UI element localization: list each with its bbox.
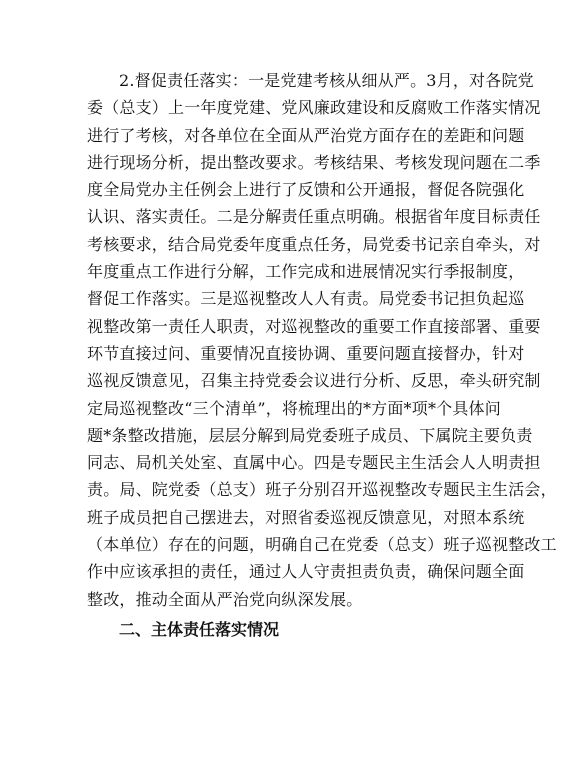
paragraph-line: 视整改第一责任人职责，对巡视整改的重要工作直接部署、重要 xyxy=(87,316,541,336)
paragraph-line: 进行了考核，对各单位在全面从严治党方面存在的差距和问题 xyxy=(87,125,525,145)
paragraph-line: 定局巡视整改“三个清单”，将梳理出的*方面*项*个具体问 xyxy=(87,398,501,418)
paragraph-line: 整改，推动全面从严治党向纵深发展。 xyxy=(87,589,363,609)
paragraph-line: 环节直接过问、重要情况直接协调、重要问题直接督办，针对 xyxy=(87,343,525,363)
body-paragraph xyxy=(87,67,557,613)
paragraph-line: 作中应该承担的责任，通过人人守责担责负责，确保问题全面 xyxy=(87,562,525,582)
paragraph-line: 2.督促责任落实：一是党建考核从细从严。3月，对各院党 xyxy=(119,71,534,90)
paragraph-line: （本单位）存在的问题，明确自己在党委（总支）班子巡视整改工 xyxy=(87,535,557,555)
paragraph-line: 委（总支）上一年度党建、党风廉政建设和反腐败工作落实情况 xyxy=(87,98,541,118)
paragraph-line: 认识、落实责任。二是分解责任重点明确。根据省年度目标责任 xyxy=(87,207,541,227)
paragraph-line: 巡视反馈意见，召集主持党委会议进行分析、反思，牵头研究制 xyxy=(87,371,541,391)
paragraph-line: 督促工作落实。三是巡视整改人人有责。局党委书记担负起巡 xyxy=(87,289,525,309)
paragraph-line: 同志、局机关处室、直属中心。四是专题民主生活会人人明责担 xyxy=(87,453,541,473)
section-heading: 二、主体责任落实情况 xyxy=(119,620,280,639)
paragraph-line: 责。局、院党委（总支）班子分别召开巡视整改专题民主生活会， xyxy=(87,480,557,500)
paragraph-line: 进行现场分析，提出整改要求。考核结果、考核发现问题在二季 xyxy=(87,152,541,172)
paragraph-line: 题*条整改措施，层层分解到局党委班子成员、下属院主要负责 xyxy=(87,425,533,445)
paragraph-line: 年度重点工作进行分解，工作完成和进展情况实行季报制度， xyxy=(87,262,525,282)
paragraph-line: 考核要求，结合局党委年度重点任务，局党委书记亲自牵头，对 xyxy=(87,234,541,254)
paragraph-line: 度全局党办主任例会上进行了反馈和公开通报，督促各院强化 xyxy=(87,180,525,200)
paragraph-line: 班子成员把自己摆进去，对照省委巡视反馈意见，对照本系统 xyxy=(87,507,525,527)
